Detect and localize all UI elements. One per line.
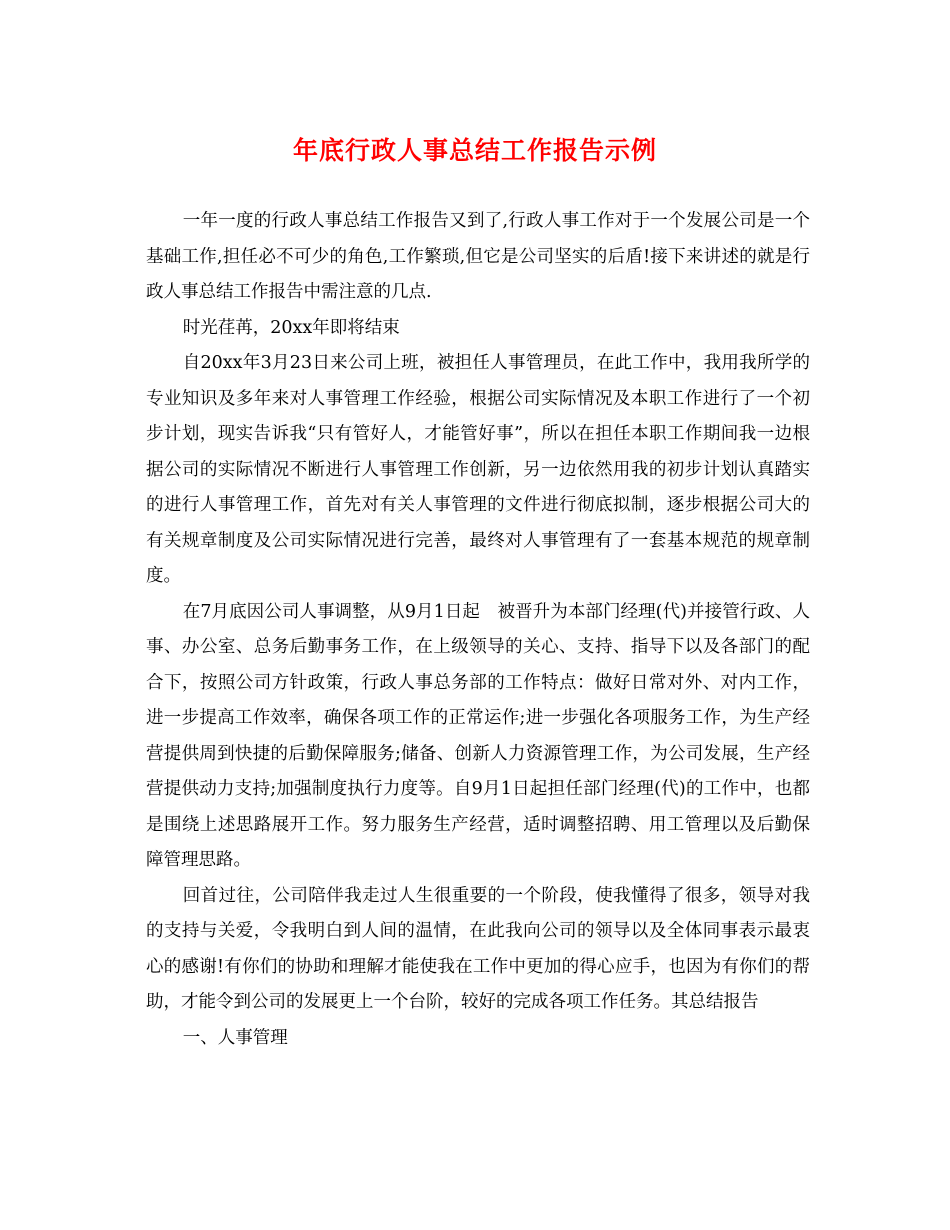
paragraph-promotion: 在7月底因公司人事调整，从9月1日起 被晋升为本部门经理(代)并接管行政、人事、办公室、总务后勤事务工作，在上级领导的关心、支持、指导下以及各部门的配合下，按照公司方针政策，行政人事总务部的工作特点：做好日常对外、对内工作，进一步提高工作效率，确保各项工作的正常运作;进一步强化各项服务工作，为生产经营提供周到快捷的后勤保障服务;储备、创新人力资源管理工作，为公司发展，生产经营提供动力支持;加强制度执行力度等。自9月1日起担任部门经理(代)的工作中，也都是围绕上述思路展开工作。努力服务生产经营，适时调整招聘、用工管理以及后勤保障管理思路。 xyxy=(146,601,810,870)
paragraph-gratitude: 回首过往，公司陪伴我走过人生很重要的一个阶段，使我懂得了很多，领导对我的支持与关爱，令我明白到人间的温情，在此我向公司的领导以及全体同事表示最衷心的感谢!有你们的协助和理解才能使我在工作中更加的得心应手，也因为有你们的帮助，才能令到公司的发展更上一个台阶，较好的完成各项工作任务。其总结报告 xyxy=(146,885,810,1012)
paragraph-intro: 一年一度的行政人事总结工作报告又到了,行政人事工作对于一个发展公司是一个基础工作,担任必不可少的角色,工作繁琐,但它是公司坚实的后盾!接下来讲述的就是行政人事总结工作报告中需注意的几点. xyxy=(146,211,810,302)
section-heading-hr: 一、人事管理 xyxy=(182,1027,288,1048)
paragraph-hr-start: 自20xx年3月23日来公司上班，被担任人事管理员，在此工作中，我用我所学的专业知识及多年来对人事管理工作经验，根据公司实际情况及本职工作进行了一个初步计划，现实告诉我“只有管好人，才能管好事”，所以在担任本职工作期间我一边根据公司的实际情况不断进行人事管理工作创新，另一边依然用我的初步计划认真踏实的进行人事管理工作，首先对有关人事管理的文件进行彻底拟制，逐步根据公司大的有关规章制度及公司实际情况进行完善，最终对人事管理有了一套基本规范的规章制度。 xyxy=(146,353,810,586)
paragraph-time: 时光荏苒，20xx年即将结束 xyxy=(182,317,400,338)
document-body xyxy=(146,204,810,1056)
document-title: 年底行政人事总结工作报告示例 xyxy=(292,136,657,165)
